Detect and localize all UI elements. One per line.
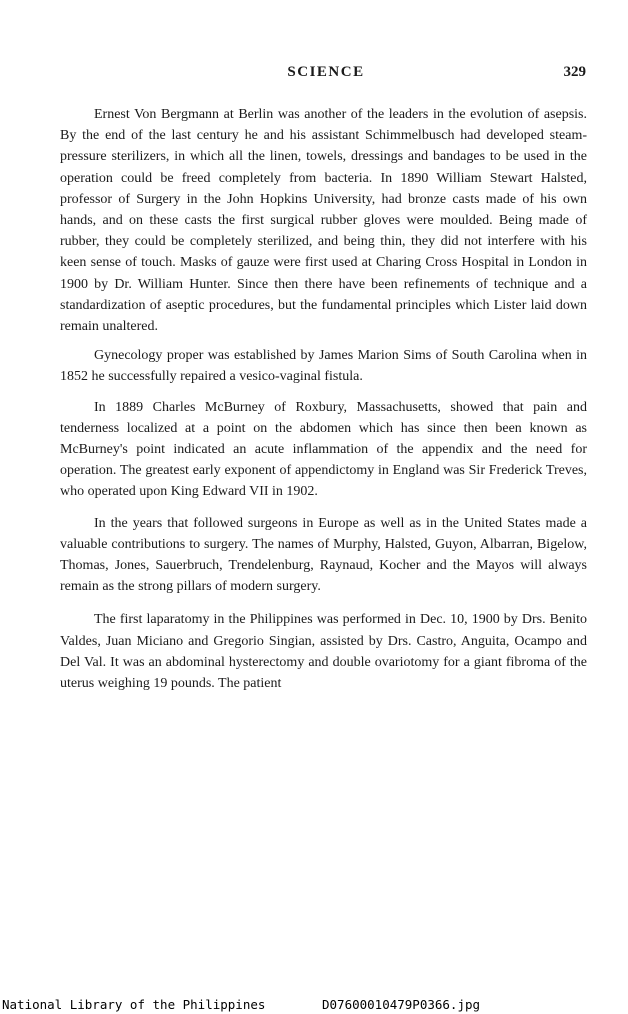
body-text [60, 104, 587, 702]
scan-footer [0, 997, 628, 1014]
paragraph-mcburney: In 1889 Charles McBurney of Roxbury, Massachusetts, showed that pain and tenderness localized at a point on the abdomen which has since then been known as McBurney's point indicated an acute inflammation of the appendix and the need for operation. The greatest early exponent of appendictomy in England was Sir Frederick Treves, who operated upon King Edward VII in 1902. [60, 399, 587, 500]
page-number: 329 [563, 64, 586, 80]
paragraph-gynecology: Gynecology proper was established by James Marion Sims of South Carolina when in 1852 he successfully repaired a vesico-vaginal fistula. [60, 348, 587, 385]
footer-library-name: National Library of the Philippines [2, 997, 266, 1012]
paragraph-asepsis: Ernest Von Bergmann at Berlin was another of the leaders in the evolution of asepsis. By the end of the last century he and his assistant Schimmelbusch had developed steam-pressure sterilizers, in which all the linen, towels, dressings and bandages to be used in the operation could be freed completely from bacteria. In 1890 William Stewart Halsted, professor of Surgery in the John Hopkins University, had bronze casts made of his own hands, and on these casts the first surgical rubber gloves were moulded. Being made of rubber, they could be completely sterilized, and being thin, they did not interfere with his keen sense of touch. Masks of gauze were first used at Charing Cross Hospital in London in 1900 by Dr. William Hunter. Since then there have been refinements of technique and a standardization of aseptic procedures, but the fundamental principles which Lister laid down remain unaltered. [60, 107, 587, 335]
footer-file-id: D07600010479P0366.jpg [322, 997, 481, 1012]
paragraph-philippines-laparatomy: The first laparatomy in the Philippines was performed in Dec. 10, 1900 by Drs. Benito Valdes, Juan Miciano and Gregorio Singian, assisted by Drs. Castro, Anguita, Ocampo and Del Val. It was an abdominal hysterectomy and double ovariotomy for a giant fibroma of the uterus weighing 19 pounds. The patient [60, 612, 587, 692]
running-head [60, 64, 592, 86]
running-title: SCIENCE [287, 64, 365, 80]
paragraph-surgeons: In the years that followed surgeons in Europe as well as in the United States made a valuable contributions to surgery. The names of Murphy, Halsted, Guyon, Albarran, Bigelow, Thomas, Jones, Sauerbruch, Trendelenburg, Raynaud, Kocher and the Mayos will always remain as the strong pillars of modern surgery. [60, 515, 587, 595]
